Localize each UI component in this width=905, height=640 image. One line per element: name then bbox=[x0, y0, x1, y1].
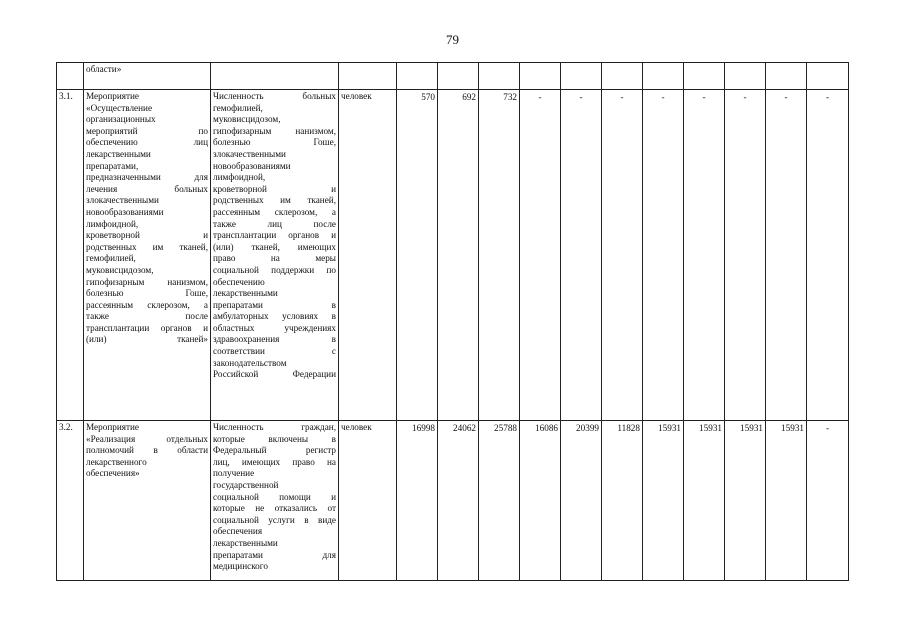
indicator-line bbox=[213, 311, 336, 323]
cell-empty bbox=[479, 63, 520, 90]
name-line bbox=[86, 91, 208, 103]
word: препаратами bbox=[213, 549, 263, 560]
word: по bbox=[326, 264, 336, 275]
word: обеспечению bbox=[213, 276, 265, 287]
word: после bbox=[313, 218, 336, 229]
word: органов bbox=[160, 322, 192, 333]
word: нанизмом, bbox=[295, 125, 336, 136]
word: лиц bbox=[267, 218, 282, 229]
word: лимфоидной, bbox=[86, 218, 139, 229]
value-text: - bbox=[784, 92, 788, 102]
word: в bbox=[331, 299, 336, 310]
word: получение bbox=[213, 468, 255, 479]
word: гипофизарным bbox=[213, 125, 272, 136]
word: в bbox=[331, 433, 336, 444]
word: (или) bbox=[86, 334, 107, 345]
value-cell bbox=[766, 421, 807, 581]
word: от bbox=[327, 503, 336, 514]
word: кроветворной bbox=[213, 183, 267, 194]
indicator-line bbox=[213, 358, 336, 370]
word: мероприятий bbox=[86, 125, 138, 136]
word: и bbox=[203, 322, 208, 333]
word: муковисцидозом, bbox=[213, 114, 281, 125]
table-row bbox=[57, 421, 849, 581]
cell-empty bbox=[57, 63, 84, 90]
indicator-line bbox=[213, 253, 336, 265]
word: Мероприятие bbox=[86, 422, 139, 432]
indicator-line bbox=[213, 265, 336, 277]
value-text: - bbox=[661, 92, 665, 102]
word: право bbox=[213, 253, 236, 264]
indicator-line bbox=[213, 480, 336, 492]
word: лекарственными bbox=[86, 148, 151, 159]
word: виде bbox=[317, 514, 336, 525]
word: «Реализация bbox=[86, 433, 136, 444]
indicator-line bbox=[213, 550, 336, 562]
word: не bbox=[255, 503, 265, 514]
cell-empty bbox=[725, 63, 766, 90]
value-text: 570 bbox=[421, 92, 435, 102]
value-text: 11828 bbox=[617, 423, 640, 433]
word: обеспечения bbox=[213, 526, 263, 537]
name-line bbox=[86, 334, 208, 346]
cell-empty bbox=[643, 63, 684, 90]
word: и bbox=[331, 230, 336, 241]
value-text: - bbox=[538, 92, 542, 102]
word: граждан, bbox=[301, 422, 336, 432]
value-cell bbox=[766, 90, 807, 421]
word: отдельных bbox=[166, 433, 208, 444]
value-cell bbox=[602, 90, 643, 421]
name-cell bbox=[84, 421, 211, 581]
word: муковисцидозом, bbox=[86, 264, 154, 275]
name-line bbox=[86, 195, 208, 207]
name-line bbox=[86, 126, 208, 138]
word: услуги bbox=[268, 514, 295, 525]
value-text: 732 bbox=[503, 92, 517, 102]
word: учреждениях bbox=[284, 322, 336, 333]
word: для bbox=[322, 549, 336, 560]
word: болезнью bbox=[86, 288, 124, 299]
word: родственных bbox=[213, 195, 264, 206]
name-line bbox=[86, 103, 208, 115]
word: здравоохранения bbox=[213, 334, 280, 345]
word: гипофизарным bbox=[86, 276, 145, 287]
row-number-cell: 3.1. bbox=[57, 90, 84, 421]
word: организационных bbox=[86, 114, 156, 125]
value-cell bbox=[684, 90, 725, 421]
cell-empty bbox=[602, 63, 643, 90]
word: социальной bbox=[213, 491, 259, 502]
indicator-line bbox=[213, 503, 336, 515]
value-text: 24062 bbox=[453, 423, 476, 433]
cell-empty bbox=[211, 63, 339, 90]
value-cell bbox=[397, 421, 438, 581]
word: которые bbox=[213, 433, 245, 444]
word: больных bbox=[174, 183, 208, 194]
word: области bbox=[177, 445, 208, 456]
indicator-line bbox=[213, 457, 336, 469]
word: и bbox=[331, 491, 336, 502]
value-cell bbox=[520, 90, 561, 421]
word: им bbox=[280, 195, 291, 206]
word: рассеянным bbox=[86, 299, 134, 310]
word: Мероприятие bbox=[86, 91, 139, 101]
word: нанизмом, bbox=[167, 276, 208, 287]
word: которые bbox=[213, 503, 245, 514]
name-cell-continuation bbox=[84, 63, 211, 90]
word: предназначенными bbox=[86, 172, 161, 183]
table-body bbox=[57, 63, 849, 581]
name-line bbox=[86, 219, 208, 231]
word: лекарственными bbox=[213, 288, 278, 299]
word: (или) bbox=[213, 241, 234, 252]
word: с bbox=[331, 346, 336, 357]
name-line bbox=[86, 161, 208, 173]
word: Гоше, bbox=[185, 288, 208, 299]
word: кроветворной bbox=[86, 230, 140, 241]
name-line bbox=[86, 172, 208, 184]
cell-empty bbox=[807, 63, 849, 90]
name-line bbox=[86, 149, 208, 161]
word: родственных bbox=[86, 241, 137, 252]
indicator-line bbox=[213, 114, 336, 126]
cell-empty bbox=[339, 63, 397, 90]
word: и bbox=[203, 230, 208, 241]
indicator-line bbox=[213, 137, 336, 149]
word: помощи bbox=[279, 491, 311, 502]
word: Численность bbox=[213, 91, 264, 101]
word: и bbox=[331, 183, 336, 194]
word: трансплантации bbox=[213, 230, 277, 241]
value-cell bbox=[725, 421, 766, 581]
value-cell bbox=[479, 90, 520, 421]
word: на bbox=[326, 456, 336, 467]
indicator-line bbox=[213, 445, 336, 457]
word: меры bbox=[315, 253, 336, 264]
cell-empty bbox=[561, 63, 602, 90]
word: отказались bbox=[274, 503, 318, 514]
value-text: 692 bbox=[462, 92, 476, 102]
word: склерозом, bbox=[274, 206, 318, 217]
indicators-table bbox=[56, 62, 849, 581]
word: больных bbox=[302, 91, 336, 101]
word: гемофилией, bbox=[213, 102, 263, 113]
value-text: - bbox=[579, 92, 583, 102]
word: также bbox=[213, 218, 236, 229]
name-line bbox=[86, 434, 208, 446]
value-text: - bbox=[825, 92, 830, 102]
name-line bbox=[86, 422, 208, 434]
word: новообразованиями bbox=[86, 206, 164, 217]
word: злокачественными bbox=[86, 195, 159, 206]
word: «Осуществление bbox=[86, 102, 153, 113]
name-line bbox=[86, 184, 208, 196]
word: право bbox=[292, 456, 315, 467]
word: препаратами bbox=[213, 299, 263, 310]
word: медицинского bbox=[213, 561, 268, 572]
word: органов bbox=[288, 230, 320, 241]
word: также bbox=[86, 311, 109, 322]
word: тканей, bbox=[179, 241, 208, 252]
cell-empty bbox=[438, 63, 479, 90]
unit-cell: человек bbox=[339, 421, 397, 581]
word: областных bbox=[213, 322, 255, 333]
word: Российской bbox=[213, 369, 259, 380]
indicator-line bbox=[213, 161, 336, 173]
name-line bbox=[86, 265, 208, 277]
word: имеющих bbox=[297, 241, 336, 252]
cell-empty bbox=[520, 63, 561, 90]
word: для bbox=[194, 172, 208, 183]
indicator-line bbox=[213, 184, 336, 196]
value-cell bbox=[807, 421, 849, 581]
word: а bbox=[331, 206, 336, 217]
word: гемофилией, bbox=[86, 253, 136, 264]
name-line bbox=[86, 114, 208, 126]
word: соответствии bbox=[213, 346, 265, 357]
value-cell bbox=[807, 90, 849, 421]
indicator-line bbox=[213, 526, 336, 538]
indicator-line bbox=[213, 219, 336, 231]
name-line bbox=[86, 137, 208, 149]
word: лечения bbox=[86, 183, 118, 194]
word: в bbox=[331, 311, 336, 322]
word: включены bbox=[268, 433, 309, 444]
cell-empty bbox=[766, 63, 807, 90]
name-line bbox=[86, 311, 208, 323]
indicator-line bbox=[213, 149, 336, 161]
value-cell bbox=[438, 421, 479, 581]
indicator-line bbox=[213, 172, 336, 184]
indicator-line bbox=[213, 103, 336, 115]
word: склерозом, bbox=[147, 299, 190, 310]
value-cell bbox=[397, 90, 438, 421]
name-line bbox=[86, 230, 208, 242]
name-line bbox=[86, 242, 208, 254]
value-cell bbox=[479, 421, 520, 581]
indicator-line bbox=[213, 242, 336, 254]
word: лекарственного bbox=[86, 456, 147, 467]
name-line bbox=[86, 468, 208, 480]
word: а bbox=[203, 299, 208, 310]
name-line bbox=[86, 288, 208, 300]
word: Федерации bbox=[292, 369, 336, 380]
word: социальной bbox=[213, 264, 259, 275]
indicator-line bbox=[213, 288, 336, 300]
word: обеспечению bbox=[86, 137, 138, 148]
word: условиях bbox=[282, 311, 319, 322]
cell-empty bbox=[684, 63, 725, 90]
value-cell bbox=[643, 90, 684, 421]
word: амбулаторных bbox=[213, 311, 269, 322]
word: Численность bbox=[213, 422, 264, 432]
value-cell bbox=[520, 421, 561, 581]
indicator-line bbox=[213, 300, 336, 312]
indicator-line bbox=[213, 346, 336, 358]
value-cell bbox=[602, 421, 643, 581]
cell-empty bbox=[397, 63, 438, 90]
name-line: области» bbox=[86, 64, 122, 74]
value-text: 20399 bbox=[576, 423, 599, 433]
name-line bbox=[86, 253, 208, 265]
word: лиц bbox=[193, 137, 208, 148]
value-cell bbox=[684, 421, 725, 581]
word: новообразованиями bbox=[213, 160, 291, 171]
name-cell bbox=[84, 90, 211, 421]
word: тканей, bbox=[307, 195, 336, 206]
name-line bbox=[86, 277, 208, 289]
indicator-line bbox=[213, 369, 336, 381]
word: лимфоидной, bbox=[213, 172, 266, 183]
value-text: - bbox=[743, 92, 747, 102]
row-number-cell: 3.2. bbox=[57, 421, 84, 581]
page-number: 79 bbox=[446, 32, 459, 47]
word: трансплантации bbox=[86, 322, 150, 333]
table-row bbox=[57, 90, 849, 421]
indicator-line bbox=[213, 468, 336, 480]
indicator-line bbox=[213, 538, 336, 550]
value-text: 15931 bbox=[781, 423, 804, 433]
value-text: 16998 bbox=[412, 423, 435, 433]
word: имеющих bbox=[241, 456, 281, 467]
word: тканей» bbox=[177, 334, 208, 345]
indicator-line bbox=[213, 126, 336, 138]
word: обеспечения» bbox=[86, 468, 140, 479]
name-line bbox=[86, 300, 208, 312]
indicator-line bbox=[213, 561, 336, 573]
word: в bbox=[304, 514, 309, 525]
word: Федеральный bbox=[213, 445, 267, 456]
word: законодательством bbox=[213, 357, 287, 368]
value-text: - bbox=[702, 92, 706, 102]
name-line bbox=[86, 207, 208, 219]
value-cell bbox=[438, 90, 479, 421]
word: после bbox=[185, 311, 208, 322]
value-text: 15931 bbox=[699, 423, 722, 433]
table-row-continuation bbox=[57, 63, 849, 90]
word: лиц, bbox=[213, 456, 230, 467]
indicator-cell bbox=[211, 90, 339, 421]
word: социальной bbox=[213, 514, 259, 525]
value-cell bbox=[561, 421, 602, 581]
indicator-line bbox=[213, 277, 336, 289]
value-text: 15931 bbox=[658, 423, 681, 433]
word: рассеянным bbox=[213, 206, 261, 217]
value-text: - bbox=[620, 92, 624, 102]
value-text: - bbox=[825, 423, 830, 433]
name-line bbox=[86, 445, 208, 457]
value-cell bbox=[561, 90, 602, 421]
indicator-line bbox=[213, 195, 336, 207]
word: злокачественными bbox=[213, 148, 286, 159]
word: по bbox=[198, 125, 208, 136]
indicator-line bbox=[213, 207, 336, 219]
word: Гоше, bbox=[313, 137, 336, 148]
word: в bbox=[153, 445, 158, 456]
word: препаратами, bbox=[86, 160, 139, 171]
name-line bbox=[86, 457, 208, 469]
word: на bbox=[270, 253, 280, 264]
value-text: 15931 bbox=[740, 423, 763, 433]
indicator-line bbox=[213, 230, 336, 242]
word: им bbox=[152, 241, 164, 252]
name-line bbox=[86, 323, 208, 335]
value-text: 25788 bbox=[494, 423, 517, 433]
indicator-line bbox=[213, 422, 336, 434]
indicator-cell bbox=[211, 421, 339, 581]
value-cell bbox=[725, 90, 766, 421]
value-text: 16086 bbox=[535, 423, 558, 433]
indicator-line bbox=[213, 323, 336, 335]
word: лекарственными bbox=[213, 537, 278, 548]
word: поддержки bbox=[271, 264, 315, 275]
word: государственной bbox=[213, 479, 279, 490]
word: тканей, bbox=[251, 241, 280, 252]
indicator-line bbox=[213, 492, 336, 504]
value-cell bbox=[643, 421, 684, 581]
word: регистр bbox=[305, 445, 336, 456]
unit-cell: человек bbox=[339, 90, 397, 421]
indicator-line bbox=[213, 434, 336, 446]
indicator-line bbox=[213, 515, 336, 527]
indicator-line bbox=[213, 91, 336, 103]
indicator-line bbox=[213, 334, 336, 346]
word: в bbox=[331, 334, 336, 345]
word: полномочий bbox=[86, 445, 134, 456]
word: болезнью bbox=[213, 137, 251, 148]
